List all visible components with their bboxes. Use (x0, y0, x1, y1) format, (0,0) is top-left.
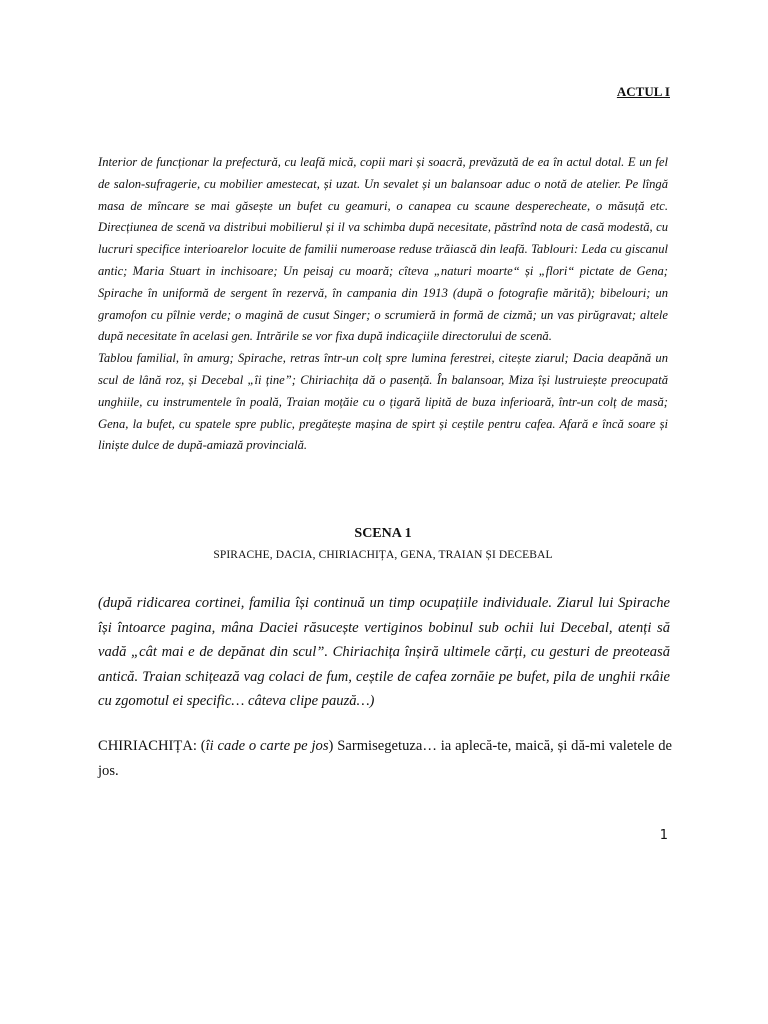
inline-stage-direction: îi cade o carte pe jos (205, 738, 329, 754)
speaker-name: CHIRIACHIȚA (98, 738, 193, 754)
stage-paragraph-setting: Interior de funcționar la prefectură, cu leafă mică, copii mari și soacră, prevăzută de ea în actul dotal. E un fel de salon-sufragerie, cu mobilier amestecat, și uzat. Un sevalet și un balansoar aduc o notă de atelier. Pe lîngă masa de mîncare se mai găsește un bufet cu geamuri, o canapea cu scaune desperecheate, o măsuță etc. Direcțiunea de scenă va distribui mobilierul și il va schimba după necesitate, păstrînd nota de casă modestă, cu lucruri specifice interioarelor locuite de familii numeroase reduse trăiască din leafă. Tablouri: Leda cu giscanul antic; Maria Stuart in inchisoare; Un peisaj cu moară; cîteva „naturi moarte“ și „flori“ pictate de Gena; Spirache în uniformă de sergent în rezervă, în campania din 1913 (după o fotografie mărită); bibelouri; un gramofon cu pîlnie verde; o magină de cusut Singer; o scrumieră in formă de cizmă; un vas pirŭgravat; altele după necesitate în acelasi gen. Intrările se vor fixa după indicaçiile directorului de scenă. (98, 155, 668, 344)
spoken-text: Sarmisegetuza… ia aplecă-te, maică, și dă-mi valetele de jos. (98, 738, 672, 779)
dialogue-line: CHIRIACHIȚA: (îi cade o carte pe jos) Sarmisegetuza… ia aplecă-te, maică, și dă-mi valetele de jos. (98, 738, 672, 779)
act-title: ACTUL I (616, 84, 670, 99)
scene-title: SCENA 1 (354, 526, 412, 541)
scene-characters: SPIRACHE, DACIA, CHIRIACHIȚA, GENA, TRAIAN ȘI DECEBAL (213, 549, 553, 561)
stage-paragraph-tableau: Tablou familial, în amurg; Spirache, retras într-un colț spre lumina ferestrei, citește ziarul; Dacia deapănă un scul de lână roz, și Decebal „îi ține”; Chiriachița dă o pasență. În balansoar, Miza își lustruiește preocupată unghiile, cu instrumentele în poală, Traian moțăie cu o țigară lipită de buza inferioară, într-un colț de masă; Gena, la bufet, cu spatele spre public, pregătește mașina de spirt și ceștile pentru cafea. Afară e încă soare și liniște dulce de după-amiază provincială. (98, 351, 668, 453)
scene-stage-direction: (după ridicarea cortinei, familia își continuă un timp ocupațiile individuale. Ziarul lui Spirache își întoarce pagina, mâna Daciei răsucește vertiginos bobinul sub ochii lui Decebal, atenți să vadă „cât mai e de depănat din scul”. Chiriachița înșiră ultimele cărți, cu gesturi de preoteasă antică. Traian schițează vag colaci de fum, ceștile de cafea zornăie pe bufet, pila de unghii rкâie cu zgomotul ei specific… câteva clipe pauză…) (98, 595, 670, 710)
stage-description (98, 152, 668, 457)
page-number: 1 (659, 828, 668, 843)
